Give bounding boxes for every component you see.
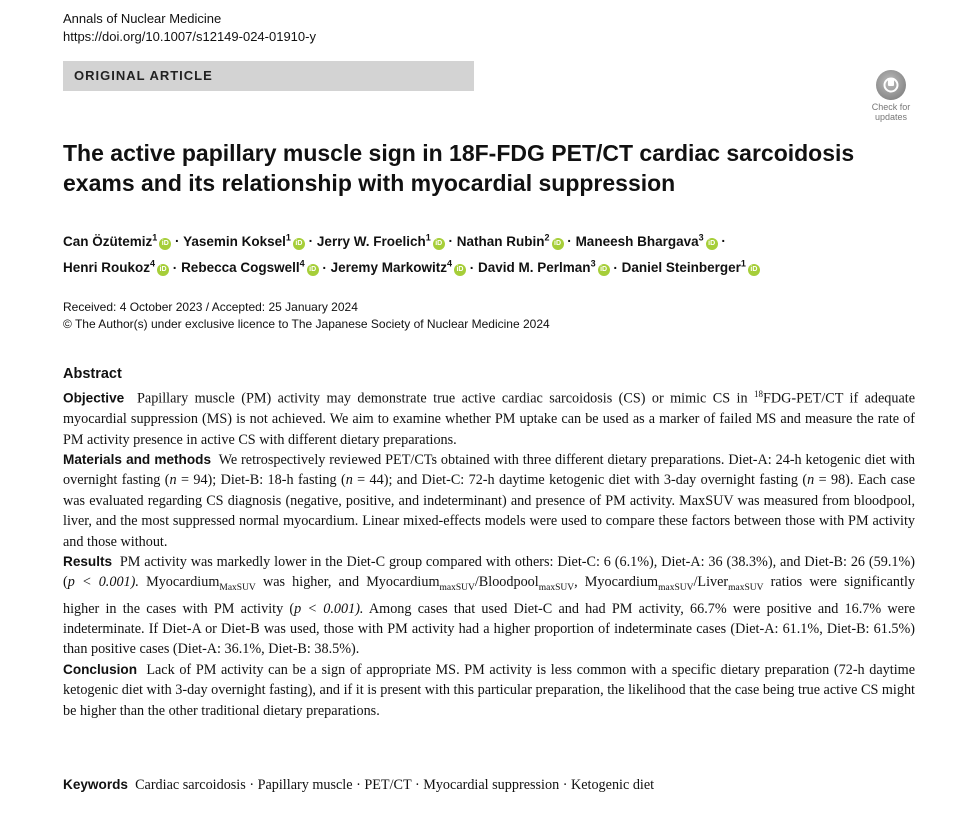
- subscript: maxSUV: [728, 583, 764, 594]
- journal-name: Annals of Nuclear Medicine: [63, 11, 222, 26]
- orcid-icon[interactable]: iD: [159, 238, 171, 250]
- isotope-superscript: 18: [753, 389, 763, 399]
- methods-text: = 94); Diet-B: 18-h fasting (: [176, 472, 346, 489]
- subscript: maxSUV: [538, 583, 575, 594]
- author-separator: ·: [308, 233, 314, 249]
- objective-text-cont: FDG-PET/CT if adequate myocardial suppression (MS) is not achieved. We aim to examine whether PM uptake can be used as a marker of failed MS and measure the rate of PM activity presence in active CS with different dietary preparations.: [63, 390, 916, 448]
- author-separator: ·: [567, 233, 572, 249]
- results-text: Myocardium: [138, 574, 220, 591]
- author[interactable]: Can Özütemiz$^1$iD: [63, 234, 171, 249]
- results-text: PM activity was markedly lower in the Diet-C group compared with others: Diet-C: 6 (6.1%), Diet-A: 36 (38.3%), and Diet-B: 26 (59.1%) (: [63, 553, 916, 591]
- keywords-text: Cardiac sarcoidosis · Papillary muscle · PET/CT · Myocardial suppression · Ketogenic diet: [135, 777, 655, 793]
- author-separator: ·: [175, 233, 180, 249]
- methods-text: = 98). Each case was evaluated regarding CS diagnosis (negative, positive, and indeterminant) and presence of PM activity. MaxSUV was measured from bloodpool, liver, and the most suppressed normal myocardium. Linear mixed-effects models were used to compare these factors between those with PM activity and those without.: [63, 472, 915, 550]
- author[interactable]: Maneesh Bhargava$^3$iD: [576, 234, 718, 249]
- author-separator: ·: [469, 260, 475, 275]
- abstract-section: [63, 364, 915, 721]
- author[interactable]: Rebecca Cogswell$^4$iD: [181, 260, 319, 275]
- orcid-icon[interactable]: iD: [157, 264, 169, 276]
- badge-label-1: Check for: [871, 102, 911, 112]
- orcid-icon[interactable]: iD: [748, 264, 760, 276]
- doi-link[interactable]: https://doi.org/10.1007/s12149-024-01910-y: [63, 29, 316, 44]
- subscript: maxSUV: [439, 583, 475, 594]
- p-value: p < 0.001).: [294, 600, 364, 617]
- journal-header: [63, 10, 316, 46]
- author[interactable]: Jeremy Markowitz$^4$iD: [331, 260, 466, 275]
- objective-label: Objective: [63, 390, 125, 406]
- author-separator: ·: [448, 233, 453, 249]
- conclusion-label: Conclusion: [63, 661, 138, 677]
- author[interactable]: Yasemin Koksel$^1$iD: [183, 234, 305, 249]
- abstract-heading: Abstract: [63, 366, 122, 382]
- subscript: MaxSUV: [219, 583, 256, 594]
- authors-row-1: [63, 226, 923, 253]
- keywords-line: [63, 775, 654, 795]
- article-type-banner: ORIGINAL ARTICLE: [63, 61, 474, 91]
- results-paragraph: [63, 552, 915, 660]
- author[interactable]: Henri Roukoz$^4$iD: [63, 260, 169, 275]
- methods-label: Materials and methods: [63, 451, 212, 467]
- orcid-icon[interactable]: iD: [433, 238, 445, 250]
- results-text: ratios were significantly higher in the cases with PM activity (: [63, 574, 915, 617]
- objective-text: Papillary muscle (PM) activity may demonstrate true active cardiac sarcoidosis (CS) or mimic CS in: [137, 390, 754, 407]
- conclusion-paragraph: [63, 660, 915, 721]
- orcid-icon[interactable]: iD: [598, 264, 610, 276]
- author[interactable]: Jerry W. Froelich$^1$iD: [317, 234, 445, 249]
- results-text: , Myocardium: [574, 574, 659, 591]
- results-text: /Bloodpool: [474, 574, 539, 591]
- check-updates-icon: [876, 70, 906, 100]
- orcid-icon[interactable]: iD: [293, 238, 305, 250]
- keywords-label: Keywords: [63, 777, 128, 792]
- author-separator: ·: [172, 260, 178, 275]
- orcid-icon[interactable]: iD: [706, 238, 718, 250]
- author-separator: ·: [613, 260, 618, 275]
- objective-paragraph: [63, 384, 915, 450]
- methods-text: We retrospectively reviewed PET/CTs obtained with three different dietary preparations. Diet-A: 24-h ketogenic diet with overnight fasting (: [63, 451, 915, 489]
- orcid-icon[interactable]: iD: [454, 264, 466, 276]
- check-for-updates-badge[interactable]: [866, 70, 916, 122]
- article-title: [63, 138, 883, 198]
- results-label: Results: [63, 553, 113, 569]
- conclusion-text: Lack of PM activity can be a sign of appropriate MS. PM activity is less common with a specific dietary preparation (72-h daytime ketogenic diet with 3-day overnight fasting), and if it is present with this particular preparation, the likelihood that the case being true active CS might be higher than the other traditional dietary preparations.: [63, 661, 915, 719]
- p-value: p < 0.001).: [67, 574, 139, 591]
- results-text: was higher, and Myocardium: [255, 574, 440, 591]
- subscript: maxSUV: [658, 583, 694, 594]
- badge-label-2: updates: [874, 112, 908, 122]
- title-line-1: The active papillary muscle sign in 18F-FDG PET/CT cardiac sarcoidosis: [63, 140, 855, 166]
- title-line-2: exams and its relationship with myocardial suppression: [63, 170, 676, 196]
- received-accepted-dates: Received: 4 October 2023 / Accepted: 25 January 2024: [63, 300, 358, 314]
- results-text: Among cases that used Diet-C and had PM activity, 66.7% were positive and 16.7% were indeterminate. If Diet-A or Diet-B was used, those with PM activity had a higher proportion of indeterminate cases (Diet-A: 61.1%, Diet-B: 61.5%) than positive cases (Diet-A: 36.1%, Diet-B: 38.5%).: [63, 600, 915, 658]
- article-dates: [63, 299, 550, 333]
- author[interactable]: Daniel Steinberger$^1$iD: [622, 260, 760, 275]
- n-symbol: n: [807, 472, 815, 489]
- n-symbol: n: [169, 472, 177, 489]
- author-list: [63, 226, 923, 279]
- authors-row-2: [63, 253, 923, 280]
- copyright-notice: © The Author(s) under exclusive licence to The Japanese Society of Nuclear Medicine 2024: [63, 317, 550, 331]
- author-separator: ·: [721, 233, 726, 249]
- orcid-icon[interactable]: iD: [552, 238, 564, 250]
- author[interactable]: David M. Perlman$^3$iD: [478, 260, 610, 275]
- orcid-icon[interactable]: iD: [307, 264, 319, 276]
- n-symbol: n: [345, 472, 353, 489]
- methods-paragraph: [63, 450, 915, 552]
- methods-text: = 44); and Diet-C: 72-h daytime ketogenic diet with 3-day overnight fasting (: [352, 472, 808, 489]
- author-separator: ·: [322, 260, 327, 275]
- author[interactable]: Nathan Rubin$^2$iD: [457, 234, 564, 249]
- results-text: /Liver: [693, 574, 729, 591]
